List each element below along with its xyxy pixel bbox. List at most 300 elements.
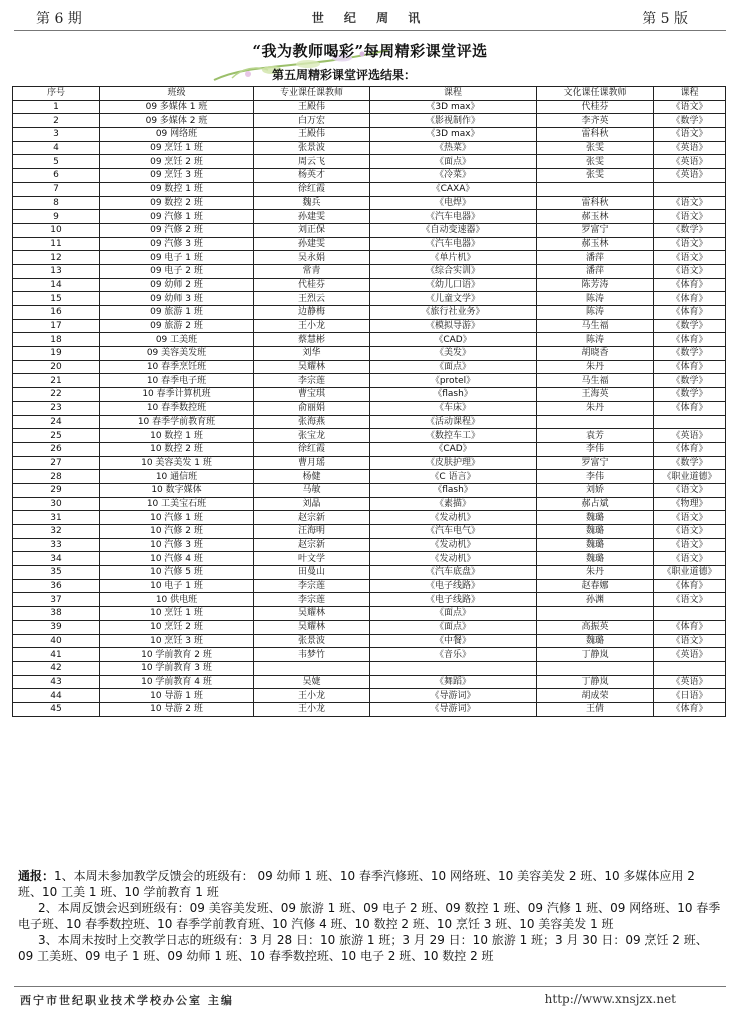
- major-teacher: 张景波: [254, 141, 370, 155]
- class-name: 10 汽修 1 班: [100, 511, 254, 525]
- footer-org: 西宁市世纪职业技术学校办公室 主编: [20, 994, 234, 1007]
- table-header-row: [13, 87, 726, 101]
- culture-teacher: 李伟: [537, 470, 654, 484]
- major-teacher: 吴永娟: [254, 251, 370, 265]
- culture-course: 《体育》: [654, 579, 726, 593]
- table-row: [13, 347, 726, 361]
- major-teacher: 田曼山: [254, 566, 370, 580]
- major-teacher: 汪海明: [254, 525, 370, 539]
- class-name: 09 美容美发班: [100, 347, 254, 361]
- major-course: 《热菜》: [370, 141, 537, 155]
- culture-teacher: 孙渊: [537, 593, 654, 607]
- class-name: 09 数控 2 班: [100, 196, 254, 210]
- major-course: 《中餐》: [370, 634, 537, 648]
- table-row: [13, 141, 726, 155]
- table-row: [13, 429, 726, 443]
- culture-teacher: 魏璐: [537, 552, 654, 566]
- evaluation-table: [12, 86, 726, 717]
- table-row: [13, 333, 726, 347]
- culture-teacher: 代桂芬: [537, 100, 654, 114]
- row-index: 24: [13, 415, 100, 429]
- major-teacher: 韦梦竹: [254, 648, 370, 662]
- major-teacher: 李宗莲: [254, 579, 370, 593]
- major-teacher: 杨健: [254, 470, 370, 484]
- table-row: [13, 511, 726, 525]
- class-name: 10 美容美发 1 班: [100, 456, 254, 470]
- culture-course: 《英语》: [654, 648, 726, 662]
- page-number: 第 5 版: [642, 11, 688, 27]
- culture-course: 《体育》: [654, 360, 726, 374]
- major-teacher: 徐红霞: [254, 442, 370, 456]
- culture-teacher: 马生福: [537, 319, 654, 333]
- class-name: 10 春季烹饪班: [100, 360, 254, 374]
- major-course: 《车床》: [370, 401, 537, 415]
- culture-teacher: 胡晓香: [537, 347, 654, 361]
- row-index: 35: [13, 566, 100, 580]
- major-course: 《数控车工》: [370, 429, 537, 443]
- culture-course: 《语文》: [654, 251, 726, 265]
- major-teacher: 张景波: [254, 634, 370, 648]
- major-teacher: 孙建雯: [254, 210, 370, 224]
- major-course: 《导游词》: [370, 689, 537, 703]
- class-name: 10 春季电子班: [100, 374, 254, 388]
- major-course: 《面点》: [370, 155, 537, 169]
- row-index: 27: [13, 456, 100, 470]
- col-header-class: 班级: [100, 87, 254, 101]
- culture-course: 《语文》: [654, 634, 726, 648]
- notice-item-2: 2、本周反馈会迟到班级有：09 美容美发班、09 旅游 1 班、09 电子 2 班、09 数控 1 班、09 汽修 1 班、09 网络班、10 春季电子班、10 春季数控班、10 春季学前教育班、10 汽修 4 班、10 数控 2 班、10 烹饪 3 班、10 美容美发 1 班: [18, 901, 721, 931]
- table-row: [13, 593, 726, 607]
- culture-course: 《体育》: [654, 278, 726, 292]
- major-course: 《儿童文学》: [370, 292, 537, 306]
- class-name: 09 旅游 1 班: [100, 306, 254, 320]
- major-teacher: 赵宗新: [254, 511, 370, 525]
- row-index: 20: [13, 360, 100, 374]
- class-name: 10 导游 1 班: [100, 689, 254, 703]
- major-course: 《protel》: [370, 374, 537, 388]
- class-name: 10 通信班: [100, 470, 254, 484]
- class-name: 09 汽修 2 班: [100, 223, 254, 237]
- notice-item-1: 通报：1、本周未参加教学反馈会的班级有： 09 幼师 1 班、10 春季汽修班、10 网络班、10 美容美发 2 班、10 多媒体应用 2 班、10 工美 1 班、10 学前教育 1 班: [18, 869, 695, 899]
- row-index: 4: [13, 141, 100, 155]
- culture-course: 《体育》: [654, 306, 726, 320]
- culture-course: 《语文》: [654, 196, 726, 210]
- class-name: 09 电子 2 班: [100, 264, 254, 278]
- row-index: 41: [13, 648, 100, 662]
- culture-teacher: 袁芳: [537, 429, 654, 443]
- row-index: 40: [13, 634, 100, 648]
- major-teacher: 王烈云: [254, 292, 370, 306]
- row-index: 6: [13, 169, 100, 183]
- row-index: 18: [13, 333, 100, 347]
- table-row: [13, 374, 726, 388]
- culture-course: 《语文》: [654, 128, 726, 142]
- major-teacher: 徐红霞: [254, 182, 370, 196]
- class-name: 09 旅游 2 班: [100, 319, 254, 333]
- culture-teacher: 高振英: [537, 620, 654, 634]
- culture-teacher: 郝玉林: [537, 210, 654, 224]
- major-teacher: 吴耀林: [254, 620, 370, 634]
- table-row: [13, 579, 726, 593]
- class-name: 10 工美宝石班: [100, 497, 254, 511]
- major-course: [370, 661, 537, 675]
- major-teacher: 吴耀林: [254, 360, 370, 374]
- major-teacher: 王殿伟: [254, 128, 370, 142]
- culture-course: 《职业道德》: [654, 470, 726, 484]
- major-course: 《发动机》: [370, 538, 537, 552]
- major-teacher: 周云飞: [254, 155, 370, 169]
- culture-teacher: 郝占斌: [537, 497, 654, 511]
- culture-teacher: 陈涛: [537, 292, 654, 306]
- table-row: [13, 675, 726, 689]
- culture-teacher: 雷科秋: [537, 196, 654, 210]
- page-title: “我为教师喝彩”每周精彩课堂评选: [252, 42, 488, 60]
- major-teacher: 李宗莲: [254, 593, 370, 607]
- major-teacher: 赵宗新: [254, 538, 370, 552]
- row-index: 29: [13, 483, 100, 497]
- row-index: 33: [13, 538, 100, 552]
- row-index: 11: [13, 237, 100, 251]
- class-name: 10 供电班: [100, 593, 254, 607]
- culture-course: 《数学》: [654, 347, 726, 361]
- major-course: 《活动课程》: [370, 415, 537, 429]
- major-course: 《电焊》: [370, 196, 537, 210]
- culture-teacher: 郝玉林: [537, 237, 654, 251]
- culture-course: 《语文》: [654, 593, 726, 607]
- culture-teacher: 张雯: [537, 141, 654, 155]
- major-course: 《3D max》: [370, 128, 537, 142]
- class-name: 10 汽修 2 班: [100, 525, 254, 539]
- major-teacher: 曹月瑶: [254, 456, 370, 470]
- major-teacher: 李宗莲: [254, 374, 370, 388]
- table-row: [13, 415, 726, 429]
- col-header-major-teacher: 专业课任课教师: [254, 87, 370, 101]
- major-course: 《CAXA》: [370, 182, 537, 196]
- row-index: 16: [13, 306, 100, 320]
- culture-teacher: [537, 661, 654, 675]
- notice-label: 通报：: [18, 869, 55, 883]
- culture-course: 《数学》: [654, 319, 726, 333]
- culture-teacher: 丁静岚: [537, 675, 654, 689]
- major-course: 《冷菜》: [370, 169, 537, 183]
- major-course: 《皮肤护理》: [370, 456, 537, 470]
- class-name: 09 数控 1 班: [100, 182, 254, 196]
- page-header: [0, 0, 740, 32]
- class-name: 10 烹饪 2 班: [100, 620, 254, 634]
- major-teacher: 杨英才: [254, 169, 370, 183]
- major-teacher: 叶文学: [254, 552, 370, 566]
- culture-teacher: 潘萍: [537, 264, 654, 278]
- table-row: [13, 634, 726, 648]
- major-teacher: 张海燕: [254, 415, 370, 429]
- major-course: 《flash》: [370, 388, 537, 402]
- culture-course: 《数学》: [654, 456, 726, 470]
- col-header-culture-course: 课程: [654, 87, 726, 101]
- table-row: [13, 360, 726, 374]
- class-name: 10 电子 1 班: [100, 579, 254, 593]
- major-teacher: 马敏: [254, 483, 370, 497]
- major-course: 《汽车电器》: [370, 237, 537, 251]
- row-index: 34: [13, 552, 100, 566]
- class-name: 10 学前教育 4 班: [100, 675, 254, 689]
- major-teacher: 魏兵: [254, 196, 370, 210]
- major-course: 《幼儿口语》: [370, 278, 537, 292]
- table-row: [13, 223, 726, 237]
- class-name: 09 汽修 3 班: [100, 237, 254, 251]
- culture-teacher: 刘娇: [537, 483, 654, 497]
- row-index: 44: [13, 689, 100, 703]
- culture-course: 《体育》: [654, 401, 726, 415]
- row-index: 23: [13, 401, 100, 415]
- culture-course: 《体育》: [654, 442, 726, 456]
- row-index: 17: [13, 319, 100, 333]
- row-index: 42: [13, 661, 100, 675]
- major-teacher: 刘晶: [254, 497, 370, 511]
- table-row: [13, 566, 726, 580]
- culture-teacher: [537, 415, 654, 429]
- row-index: 28: [13, 470, 100, 484]
- class-name: 10 汽修 3 班: [100, 538, 254, 552]
- table-row: [13, 538, 726, 552]
- row-index: 37: [13, 593, 100, 607]
- row-index: 2: [13, 114, 100, 128]
- table-row: [13, 525, 726, 539]
- major-course: 《汽车电气》: [370, 525, 537, 539]
- class-name: 10 学前教育 2 班: [100, 648, 254, 662]
- class-name: 09 多媒体 2 班: [100, 114, 254, 128]
- page-footer: [0, 986, 740, 1014]
- class-name: 10 数控 2 班: [100, 442, 254, 456]
- class-name: 09 汽修 1 班: [100, 210, 254, 224]
- table-row: [13, 292, 726, 306]
- major-course: 《自动变速器》: [370, 223, 537, 237]
- major-teacher: 曹宝琪: [254, 388, 370, 402]
- major-course: 《C 语言》: [370, 470, 537, 484]
- header-rule: [14, 30, 726, 31]
- table-row: [13, 648, 726, 662]
- major-teacher: 吴婕: [254, 675, 370, 689]
- major-course: 《影视制作》: [370, 114, 537, 128]
- table-row: [13, 497, 726, 511]
- culture-course: 《体育》: [654, 333, 726, 347]
- major-course: 《模拟导游》: [370, 319, 537, 333]
- row-index: 3: [13, 128, 100, 142]
- table-row: [13, 169, 726, 183]
- major-teacher: 白万宏: [254, 114, 370, 128]
- table-row: [13, 237, 726, 251]
- culture-teacher: 魏璐: [537, 511, 654, 525]
- culture-course: 《数学》: [654, 114, 726, 128]
- major-course: 《旅行社业务》: [370, 306, 537, 320]
- class-name: 09 多媒体 1 班: [100, 100, 254, 114]
- col-header-culture-teacher: 文化课任课教师: [537, 87, 654, 101]
- notice-section: [18, 868, 722, 964]
- table-row: [13, 442, 726, 456]
- class-name: 10 汽修 4 班: [100, 552, 254, 566]
- row-index: 7: [13, 182, 100, 196]
- table-row: [13, 661, 726, 675]
- table-row: [13, 470, 726, 484]
- culture-course: [654, 607, 726, 621]
- notice-item-3: 3、本周未按时上交教学日志的班级有：3 月 28 日：10 旅游 1 班；3 月 29 日：10 旅游 1 班；3 月 30 日：09 烹饪 2 班、09 工美班、09 电子 1 班、09 幼师 1 班、10 春季数控班、10 电子 2 班、10 数控 2 班: [18, 933, 708, 963]
- culture-teacher: 胡成荣: [537, 689, 654, 703]
- row-index: 15: [13, 292, 100, 306]
- footer-rule: [14, 986, 726, 987]
- culture-course: 《语文》: [654, 538, 726, 552]
- culture-course: 《物理》: [654, 497, 726, 511]
- major-teacher: 刘华: [254, 347, 370, 361]
- major-course: 《导游词》: [370, 702, 537, 716]
- culture-teacher: 王海英: [537, 388, 654, 402]
- row-index: 36: [13, 579, 100, 593]
- row-index: 32: [13, 525, 100, 539]
- major-teacher: 俞丽娟: [254, 401, 370, 415]
- culture-course: 《语文》: [654, 552, 726, 566]
- culture-course: 《语文》: [654, 210, 726, 224]
- table-row: [13, 264, 726, 278]
- culture-teacher: 陈涛: [537, 333, 654, 347]
- table-row: [13, 319, 726, 333]
- table-row: [13, 251, 726, 265]
- major-teacher: 代桂芬: [254, 278, 370, 292]
- major-teacher: 孙建雯: [254, 237, 370, 251]
- culture-course: 《体育》: [654, 702, 726, 716]
- row-index: 12: [13, 251, 100, 265]
- major-course: 《单片机》: [370, 251, 537, 265]
- culture-course: 《语文》: [654, 511, 726, 525]
- culture-course: 《语文》: [654, 237, 726, 251]
- major-course: 《发动机》: [370, 552, 537, 566]
- row-index: 14: [13, 278, 100, 292]
- table-row: [13, 196, 726, 210]
- culture-teacher: 罗富宁: [537, 456, 654, 470]
- row-index: 9: [13, 210, 100, 224]
- paper-name: 世 纪 周 讯: [311, 11, 429, 25]
- culture-teacher: 潘萍: [537, 251, 654, 265]
- major-course: 《素描》: [370, 497, 537, 511]
- col-header-index: 序号: [13, 87, 100, 101]
- culture-teacher: 朱丹: [537, 360, 654, 374]
- table-row: [13, 456, 726, 470]
- culture-teacher: 丁静岚: [537, 648, 654, 662]
- table-row: [13, 552, 726, 566]
- class-name: 09 幼师 2 班: [100, 278, 254, 292]
- table-row: [13, 306, 726, 320]
- culture-teacher: 李伟: [537, 442, 654, 456]
- culture-course: 《职业道德》: [654, 566, 726, 580]
- culture-course: 《数学》: [654, 388, 726, 402]
- table-row: [13, 620, 726, 634]
- major-teacher: 吴耀林: [254, 607, 370, 621]
- major-course: 《美发》: [370, 347, 537, 361]
- table-row: [13, 689, 726, 703]
- row-index: 19: [13, 347, 100, 361]
- culture-teacher: 张雯: [537, 155, 654, 169]
- row-index: 1: [13, 100, 100, 114]
- major-teacher: 刘正保: [254, 223, 370, 237]
- major-teacher: 王小龙: [254, 319, 370, 333]
- culture-course: 《数学》: [654, 374, 726, 388]
- class-name: 09 工美班: [100, 333, 254, 347]
- culture-course: 《英语》: [654, 169, 726, 183]
- culture-teacher: 魏璐: [537, 634, 654, 648]
- major-course: 《flash》: [370, 483, 537, 497]
- row-index: 25: [13, 429, 100, 443]
- major-course: 《发动机》: [370, 511, 537, 525]
- major-course: 《汽车底盘》: [370, 566, 537, 580]
- culture-teacher: [537, 607, 654, 621]
- major-course: 《面点》: [370, 360, 537, 374]
- culture-course: 《英语》: [654, 155, 726, 169]
- row-index: 30: [13, 497, 100, 511]
- class-name: 10 数字媒体: [100, 483, 254, 497]
- class-name: 10 烹饪 1 班: [100, 607, 254, 621]
- culture-course: 《语文》: [654, 483, 726, 497]
- class-name: 10 汽修 5 班: [100, 566, 254, 580]
- major-teacher: 王小龙: [254, 689, 370, 703]
- major-teacher: 蔡慧彬: [254, 333, 370, 347]
- class-name: 09 幼师 3 班: [100, 292, 254, 306]
- major-course: 《电子线路》: [370, 593, 537, 607]
- row-index: 10: [13, 223, 100, 237]
- results-subtitle: 第五周精彩课堂评选结果：: [272, 68, 417, 82]
- class-name: 10 春季数控班: [100, 401, 254, 415]
- culture-course: 《英语》: [654, 429, 726, 443]
- major-course: 《舞蹈》: [370, 675, 537, 689]
- table-row: [13, 100, 726, 114]
- table-row: [13, 182, 726, 196]
- culture-teacher: 马生福: [537, 374, 654, 388]
- row-index: 38: [13, 607, 100, 621]
- footer-url[interactable]: http://www.xnsjzx.net: [544, 992, 676, 1006]
- major-teacher: 边静梅: [254, 306, 370, 320]
- table-row: [13, 128, 726, 142]
- culture-course: 《体育》: [654, 620, 726, 634]
- class-name: 09 烹饪 3 班: [100, 169, 254, 183]
- table-row: [13, 210, 726, 224]
- row-index: 22: [13, 388, 100, 402]
- row-index: 39: [13, 620, 100, 634]
- culture-course: [654, 415, 726, 429]
- culture-teacher: [537, 182, 654, 196]
- class-name: 10 导游 2 班: [100, 702, 254, 716]
- major-course: 《音乐》: [370, 648, 537, 662]
- culture-teacher: 雷科秋: [537, 128, 654, 142]
- class-name: 10 春季学前教育班: [100, 415, 254, 429]
- culture-teacher: 王倩: [537, 702, 654, 716]
- class-name: 10 烹饪 3 班: [100, 634, 254, 648]
- class-name: 09 电子 1 班: [100, 251, 254, 265]
- culture-course: 《数学》: [654, 223, 726, 237]
- issue-number: 第 6 期: [36, 11, 82, 27]
- major-course: 《CAD》: [370, 442, 537, 456]
- class-name: 09 烹饪 1 班: [100, 141, 254, 155]
- table-row: [13, 114, 726, 128]
- culture-course: 《英语》: [654, 141, 726, 155]
- culture-course: [654, 661, 726, 675]
- major-teacher: 常青: [254, 264, 370, 278]
- culture-teacher: 陈涛: [537, 306, 654, 320]
- culture-teacher: 赵春娜: [537, 579, 654, 593]
- table-row: [13, 607, 726, 621]
- culture-teacher: 魏璐: [537, 525, 654, 539]
- row-index: 21: [13, 374, 100, 388]
- major-course: 《综合实训》: [370, 264, 537, 278]
- culture-teacher: 朱丹: [537, 401, 654, 415]
- class-name: 09 烹饪 2 班: [100, 155, 254, 169]
- major-course: 《面点》: [370, 620, 537, 634]
- row-index: 31: [13, 511, 100, 525]
